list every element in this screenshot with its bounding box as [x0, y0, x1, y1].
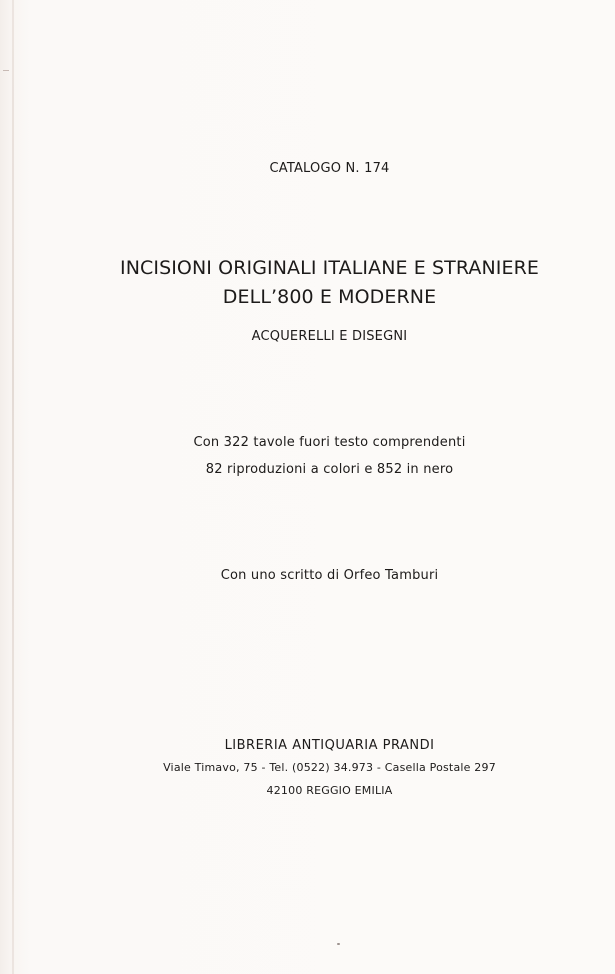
publisher-name: LIBRERIA ANTIQUARIA PRANDI: [224, 738, 435, 753]
page-mark: [3, 70, 9, 71]
description-line-2: 82 riproduzioni a colori e 852 in nero: [205, 462, 454, 477]
page-spine: [12, 0, 14, 974]
publisher-address: Viale Timavo, 75 - Tel. (0522) 34.973 - Casella Postale 297: [163, 761, 496, 774]
publisher-city: 42100 REGGIO EMILIA: [266, 784, 393, 797]
page-dot: [337, 943, 340, 945]
catalog-number: CATALOGO N. 174: [269, 161, 390, 176]
title-line-2: DELL’800 E MODERNE: [222, 286, 437, 308]
subtitle: ACQUERELLI E DISEGNI: [251, 329, 408, 344]
author-note: Con uno scritto di Orfeo Tamburi: [220, 568, 439, 583]
title-line-1: INCISIONI ORIGINALI ITALIANE E STRANIERE: [119, 257, 540, 279]
description-line-1: Con 322 tavole fuori testo comprendenti: [193, 435, 466, 450]
